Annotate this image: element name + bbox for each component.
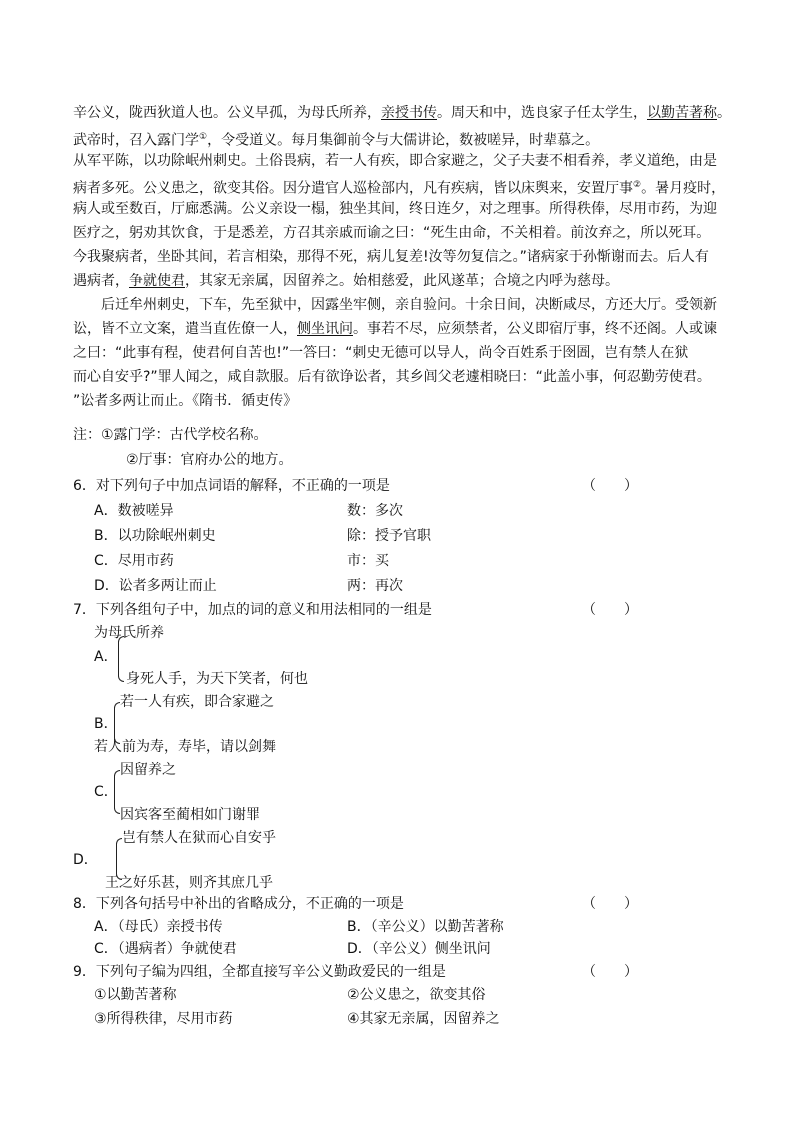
q8-option-b: B．（辛公义）以勤苦著称 (347, 919, 504, 935)
q8-option-a: A．（母氏）亲授书传 (94, 919, 223, 935)
q7-option-b-line-2: 若人前为寿，寿毕，请以剑舞 (94, 739, 276, 755)
underlined-phrase: 亲授书传 (381, 105, 437, 121)
q8-option-d: D．（辛公义）侧坐讯问 (347, 941, 491, 957)
note-2: ②厅事：官府办公的地方。 (126, 452, 293, 468)
passage-line-2 (73, 128, 599, 150)
q7-option-c-label: C． (94, 784, 118, 800)
q7-option-a-line-2: 身死人手，为天下笑者，何也 (126, 671, 308, 687)
q6-option-b-gloss: 除：授予官职 (347, 528, 431, 544)
q7-stem: 7．下列各组句子中，加点的词的意义和用法相同的一组是 (73, 602, 432, 618)
q6-option-c-gloss: 市：买 (347, 553, 389, 569)
passage-line-11: 之曰：“此事有程，使君何自苦也!”一答曰：“刺史无德可以导人，尚令百姓系于囹圄，岂有禁人在狱 (73, 345, 689, 361)
text: 。事若不尽，应须禁者，公义即宿厅事，终不还阁。人或谏 (353, 321, 717, 337)
passage-line-3: 从军平陈，以功除岷州刺史。土俗畏病，若一人有疾，即合家避之，父子夫妻不相看养，孝义道绝，由是 (73, 153, 717, 169)
text: 。暑月疫时， (641, 180, 726, 197)
q8-option-c: C．（遇病者）争就使君 (94, 941, 237, 957)
note-1: 注：①露门学：古代学校名称。 (73, 427, 268, 443)
underlined-phrase: 争就使君 (129, 273, 185, 289)
q7-option-d-line-1: 岂有禁人在狱而心自安乎 (122, 830, 276, 846)
q7-option-c-line-1: 因留养之 (120, 762, 176, 778)
q9-answer-blank: （ ） (582, 964, 638, 980)
text: 讼，皆不立文案，遣当直佐僚一人， (73, 321, 297, 337)
q9-item-1: ①以勤苦著称 (94, 987, 177, 1003)
underlined-phrase: 以勤苦著称 (647, 105, 717, 121)
brace-icon (118, 636, 124, 682)
text: ，其家无亲属，因留养之。始相慈爱，此风遂革；合境之内呼为慈母。 (185, 273, 619, 289)
q7-answer-blank: （ ） (582, 602, 638, 618)
footnote-mark: ① (199, 132, 208, 142)
q6-answer-blank: （ ） (582, 478, 638, 494)
q7-option-d-line-2: 王之好乐甚，则齐其庶几乎 (105, 875, 273, 891)
text: 。周天和中，选良家子任太学生， (437, 105, 647, 121)
q7-option-a-label: A． (94, 649, 118, 665)
q9-stem: 9．下列句子编为四组，全都直接写辛公义勤政爱民的一组是 (73, 964, 446, 980)
text: 武帝时，召入露门学 (73, 132, 199, 149)
passage-line-7: 今我聚病者，坐卧其间，若言相染，那得不死，病儿复差!汝等勿复信之。”诸病家于孙惭谢而去。后人有 (73, 249, 709, 265)
q9-item-2: ②公义患之，欲变其俗 (347, 987, 486, 1003)
passage-line-9: 后迁牟州刺史，下车，先至狱中，因露坐牢侧，亲自验问。十余日间，决断咸尽，方还大厅。受领新 (101, 297, 717, 313)
q6-option-d-gloss: 两：再次 (347, 578, 403, 594)
text: 辛公义，陇西狄道人也。公义早孤，为母氏所养， (73, 105, 381, 121)
passage-line-10 (73, 320, 717, 338)
passage-line-4 (73, 176, 725, 198)
footnote-mark: ② (633, 180, 642, 190)
q8-answer-blank: （ ） (582, 896, 638, 912)
passage-line-13: ”讼者多两让而止。《隋书．循吏传》 (73, 393, 298, 409)
q7-option-c-line-2: 因宾客至蔺相如门谢罪 (120, 807, 260, 823)
q8-stem: 8．下列各句括号中补出的省略成分，不正确的一项是 (73, 896, 404, 912)
text: 遇病者， (73, 273, 129, 289)
passage-line-8 (73, 272, 619, 290)
q6-option-d: D．讼者多两让而止 (94, 578, 217, 594)
q6-option-a: A．数被嗟异 (94, 503, 174, 519)
passage-line-12: 而心自安乎?”罪人闻之，咸自款服。后有欲诤讼者，其乡闾父老遽相晓曰：“此盖小事，何忍勤劳使君。 (73, 369, 711, 385)
q6-stem: 6．对下列句子中加点词语的解释，不正确的一项是 (73, 478, 390, 494)
passage-line-1 (73, 104, 731, 122)
passage-line-6: 医疗之，躬劝其饮食，于是悉差，方召其亲戚而谕之曰：“死生由命，不关相着。前汝弃之，所以死耳。 (73, 225, 711, 241)
text: 。 (717, 105, 731, 121)
text: 病者多死。公义患之，欲变其俗。因分遣官人巡检部内，凡有疾病，皆以床舆来，安置厅事 (73, 180, 633, 197)
q6-option-c: C．尽用市药 (94, 553, 174, 569)
q7-option-b-line-1: 若一人有疾，即合家避之 (120, 694, 274, 710)
q7-option-b-label: B． (94, 716, 118, 732)
q7-option-a-line-1: 为母氏所养 (94, 625, 164, 641)
text: ，令受道义。每月集御前令与大儒讲论，数被嗟异，时辈慕之。 (207, 132, 600, 149)
q9-item-3: ③所得秩律，尽用市药 (94, 1011, 233, 1027)
q6-option-b: B．以功除岷州刺史 (94, 528, 216, 544)
q9-item-4: ④其家无亲属，因留养之 (347, 1011, 500, 1027)
underlined-phrase: 侧坐讯问 (297, 321, 353, 337)
passage-line-5: 病人或至数百，厅廊悉满。公义亲设一榻，独坐其间，终日连夕，对之理事。所得秩俸，尽用市药，为迎 (73, 201, 717, 217)
q6-option-a-gloss: 数：多次 (347, 503, 403, 519)
q7-option-d-label: D． (73, 852, 98, 868)
